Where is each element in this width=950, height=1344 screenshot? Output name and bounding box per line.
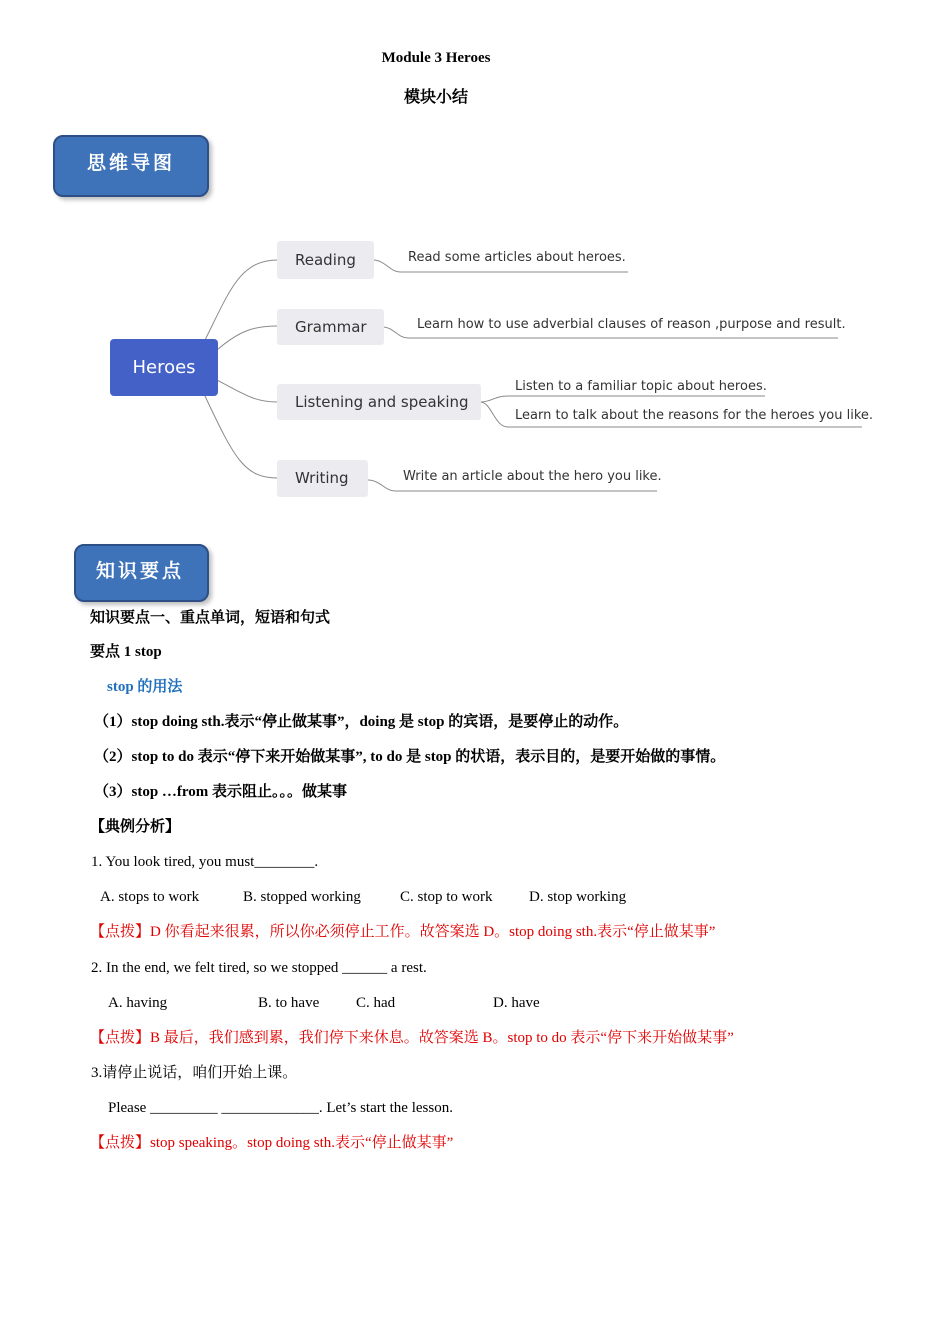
q2-option-d: D. have bbox=[493, 995, 540, 1011]
q2-hint: 【点拨】B 最后，我们感到累，我们停下来休息。故答案选 B。stop to do 表示“停下来开始做某事” bbox=[90, 1030, 734, 1046]
usage-item-2: （2）stop to do 表示“停下来开始做某事”, to do 是 stop 的状语，表示目的，是要开始做的事情。 bbox=[94, 749, 726, 765]
connector-leaf-listening-1 bbox=[480, 396, 765, 402]
q1-option-a: A. stops to work bbox=[100, 889, 200, 905]
q3-hint: 【点拨】stop speaking。stop doing sth.表示“停止做某事” bbox=[90, 1135, 454, 1151]
mindmap-section-label: 思维导图 bbox=[53, 135, 209, 197]
mindmap bbox=[0, 230, 950, 510]
mindmap-branch-reading: Reading bbox=[277, 241, 374, 279]
mindmap-branch-grammar: Grammar bbox=[277, 309, 384, 345]
mindmap-branch-listening: Listening and speaking bbox=[277, 384, 481, 420]
question-1: 1. You look tired, you must________. bbox=[91, 854, 319, 870]
point-heading: 要点 1 stop bbox=[90, 644, 162, 660]
mindmap-center-node: Heroes bbox=[110, 339, 218, 396]
knowledge-heading: 知识要点一、重点单词，短语和句式 bbox=[90, 608, 331, 626]
connector-reading bbox=[205, 260, 278, 340]
question-2: 2. In the end, we felt tired, so we stopped ______ a rest. bbox=[91, 960, 427, 976]
q1-option-c: C. stop to work bbox=[400, 889, 493, 905]
usage-item-1: （1）stop doing sth.表示“停止做某事”，doing 是 stop 的宾语，是要停止的动作。 bbox=[94, 714, 629, 730]
mindmap-leaf-listening-1: Listen to a familiar topic about heroes. bbox=[515, 379, 767, 394]
mindmap-leaf-grammar: Learn how to use adverbial clauses of reason ,purpose and result. bbox=[417, 317, 846, 332]
q1-hint: 【点拨】D 你看起来很累，所以你必须停止工作。故答案选 D。stop doing sth.表示“停止做某事” bbox=[90, 924, 716, 940]
usage-title: stop 的用法 bbox=[107, 679, 183, 695]
connector-listening bbox=[217, 380, 278, 402]
mindmap-branch-writing: Writing bbox=[277, 460, 368, 497]
knowledge-section-label: 知识要点 bbox=[74, 544, 209, 602]
mindmap-leaf-listening-2: Learn to talk about the reasons for the heroes you like. bbox=[515, 408, 874, 423]
mindmap-leaf-writing: Write an article about the hero you like. bbox=[403, 469, 662, 484]
question-3: 3.请停止说话，咱们开始上课。 bbox=[91, 1065, 298, 1081]
q2-option-c: C. had bbox=[356, 995, 396, 1011]
q3-blank-line: Please _________ _____________. Let’s start the lesson. bbox=[108, 1100, 453, 1116]
example-heading: 【典例分析】 bbox=[90, 819, 181, 835]
page-title: Module 3 Heroes bbox=[381, 50, 491, 66]
connector-grammar bbox=[217, 326, 278, 350]
mindmap-leaf-reading: Read some articles about heroes. bbox=[408, 250, 626, 265]
page-subtitle: 模块小结 bbox=[403, 87, 468, 106]
q2-option-b: B. to have bbox=[258, 995, 320, 1011]
q1-option-d: D. stop working bbox=[529, 889, 627, 905]
q2-option-a: A. having bbox=[108, 995, 168, 1011]
q1-option-b: B. stopped working bbox=[243, 889, 361, 905]
usage-item-3: （3）stop …from 表示阻止。。。做某事 bbox=[94, 784, 348, 800]
connector-writing bbox=[205, 396, 278, 478]
